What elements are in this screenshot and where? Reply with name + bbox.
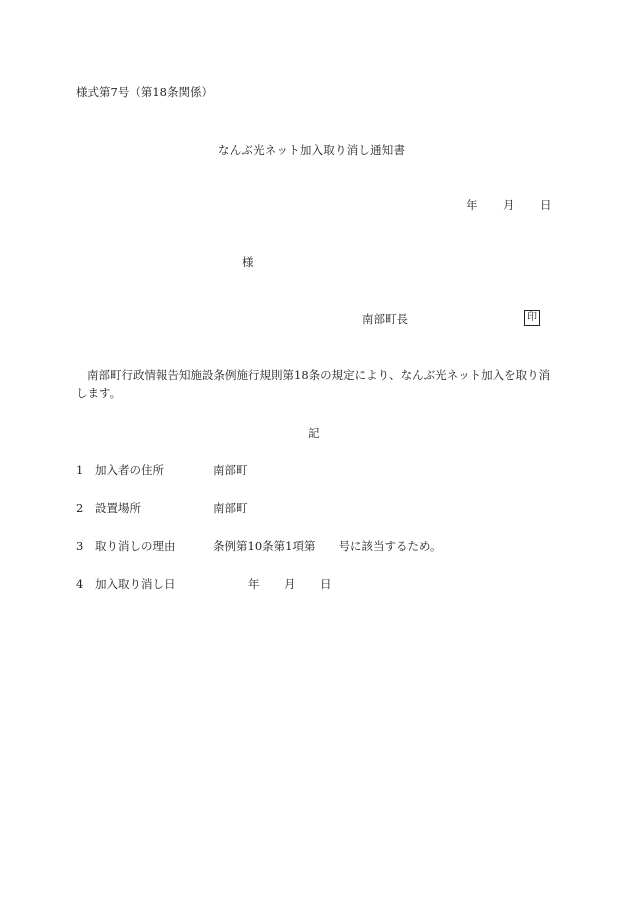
item-label: 加入者の住所 (95, 463, 164, 477)
item-label: 加入取り消し日 (95, 577, 176, 591)
item-address (76, 462, 556, 480)
notice-body: 南部町行政情報告知施設条例施行規則第18条の規定により、なんぶ光ネット加入を取り消します。 (76, 368, 551, 401)
item-value: 南部町 (213, 463, 248, 477)
issue-date-month: 月 (503, 198, 515, 212)
issue-date-year: 年 (466, 198, 478, 212)
item-cancellation-date (76, 576, 556, 594)
issue-date (466, 197, 556, 215)
item-number: 1 (76, 463, 84, 477)
document-title: なんぶ光ネット加入取り消し通知書 (218, 143, 406, 157)
item-label: 設置場所 (95, 501, 141, 515)
issue-date-day: 日 (540, 198, 552, 212)
item-number: 2 (76, 501, 84, 515)
item-reason (76, 538, 556, 556)
item-number: 3 (76, 539, 84, 553)
issuer-name: 南部町長 (362, 312, 408, 326)
cancellation-date-year: 年 (248, 577, 260, 591)
ki-heading: 記 (308, 426, 320, 440)
addressee-suffix: 様 (242, 255, 254, 269)
item-value: 南部町 (213, 501, 248, 515)
item-installation-site (76, 500, 556, 518)
form-number: 様式第7号（第18条関係） (76, 85, 213, 99)
cancellation-date-month: 月 (284, 577, 296, 591)
cancellation-date-day: 日 (320, 577, 332, 591)
seal-mark: 印 (524, 310, 540, 326)
item-label: 取り消しの理由 (95, 539, 176, 553)
item-value: 条例第10条第1項第 号に該当するため。 (213, 539, 442, 553)
item-number: 4 (76, 577, 84, 591)
